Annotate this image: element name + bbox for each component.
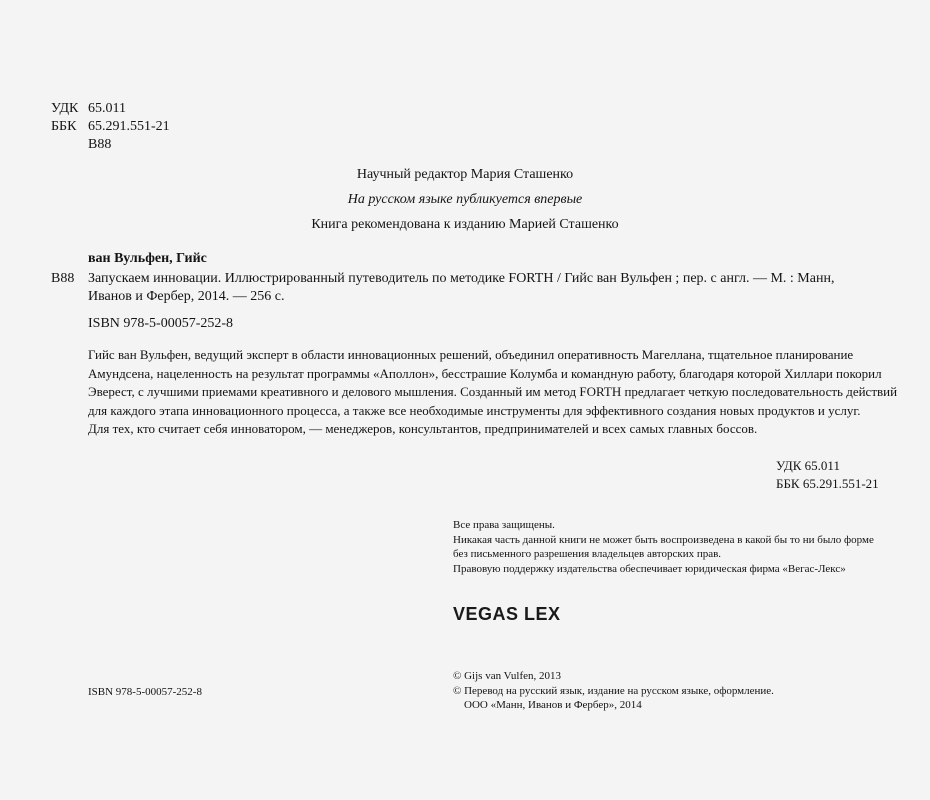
annotation xyxy=(88,346,897,439)
annotation-line: для каждого этапа инновационного процесса, а также все необходимые инструменты для эффективного создания новых продуктов и услуг. xyxy=(88,402,861,418)
bbk-label: ББК xyxy=(51,119,77,134)
udk-label: УДК xyxy=(51,101,79,116)
first-publication-note: На русском языке публикуется впервые xyxy=(347,192,583,207)
card-bbk: ББК 65.291.551-21 xyxy=(776,476,879,491)
rights-line: Никакая часть данной книги не может быть воспроизведена в какой бы то ни было форме xyxy=(453,533,874,546)
catalog-mark: В88 xyxy=(51,271,75,286)
annotation-line: Эверест, с лучшими приемами креативного и делового мышления. Созданный им метод FORTH предлагает четкую последовательность действий xyxy=(88,384,898,399)
description-line: Иванов и Фербер, 2014. — 256 с. xyxy=(88,289,285,304)
rights-line: Все права защищены. xyxy=(453,519,555,531)
vegas-lex-logo: VEGAS LEX xyxy=(453,604,561,624)
annotation-line: Для тех, кто считает себя инноватором, — менеджеров, консультантов, предпринимателей и всех самых главных боссов. xyxy=(88,421,758,436)
rights-line: без письменного разрешения владельцев авторских прав. xyxy=(453,548,722,560)
author-mark: В88 xyxy=(88,137,112,152)
annotation-line: Амундсена, нацеленность на результат программы «Аполлон», бесстрашие Колумба и командную работу, благодаря которой Хиллари покорил xyxy=(88,365,882,381)
rights-line: Правовую поддержку издательства обеспечивает юридическая фирма «Вегас-Лекс» xyxy=(453,562,846,575)
annotation-line: Гийс ван Вульфен, ведущий эксперт в области инновационных решений, объединил оперативность Магеллана, тщательное планирование xyxy=(88,347,854,362)
description-line: Запускаем инновации. Иллюстрированный путеводитель по методике FORTH / Гийс ван Вульфен ; пер. с англ. — М. : Манн, xyxy=(88,271,835,286)
copyright-block xyxy=(453,669,774,713)
bbk-value: 65.291.551-21 xyxy=(88,119,170,134)
copyright-line: © Перевод на русский язык, издание на русском языке, оформление. xyxy=(453,684,774,697)
copyright-line: ООО «Манн, Иванов и Фербер», 2014 xyxy=(453,699,642,711)
bibliographic-description xyxy=(88,270,834,306)
catalog-isbn: ISBN 978-5-00057-252-8 xyxy=(88,316,234,331)
recommendation-note: Книга рекомендована к изданию Марией Сташенко xyxy=(311,217,619,232)
scientific-editor: Научный редактор Мария Сташенко xyxy=(356,167,574,182)
copyright-line: © Gijs van Vulfen, 2013 xyxy=(453,670,562,682)
footer-isbn: ISBN 978-5-00057-252-8 xyxy=(88,686,202,698)
rights-notice xyxy=(453,518,874,576)
udk-value: 65.011 xyxy=(88,101,126,116)
author-heading: ван Вульфен, Гийс xyxy=(88,251,207,266)
card-udk: УДК 65.011 xyxy=(776,458,840,473)
